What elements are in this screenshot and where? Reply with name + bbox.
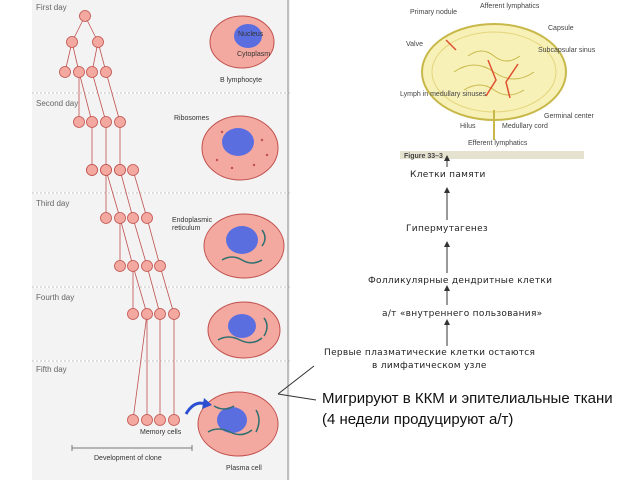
- day-label-2: Second day: [36, 99, 79, 108]
- connector-upper: [278, 366, 314, 394]
- migrate-line2: (4 недели продуцируют а/т): [322, 411, 514, 428]
- plasma-stay-line1: Первые плазматические клетки остаются: [324, 348, 536, 358]
- medullary-sinuses-label: Lymph in medullary sinuses: [400, 91, 487, 98]
- efferent-lymphatics-label: Efferent lymphatics: [468, 140, 528, 147]
- afferent-lymphatics-label: Afferent lymphatics: [480, 3, 540, 10]
- development-of-clone-label: Development of clone: [94, 455, 162, 462]
- cytoplasm-label: Cytoplasm: [237, 51, 271, 58]
- internal-use-ab-text: а/т «внутреннего пользования»: [382, 309, 543, 319]
- memory-cells-text: Клетки памяти: [410, 170, 486, 180]
- medullary-cord-label: Medullary cord: [502, 123, 548, 130]
- day-label-4: Fourth day: [36, 293, 75, 302]
- plasma-cell-label: Plasma cell: [226, 465, 262, 472]
- capsule-label: Capsule: [548, 25, 574, 32]
- migrate-line1: Мигрируют в ККМ и эпителиальные ткани: [322, 390, 613, 407]
- germinal-center-label: Germinal center: [544, 113, 594, 120]
- hilus-label: Hilus: [460, 123, 476, 130]
- nucleus-label: Nucleus: [238, 31, 264, 38]
- follicular-dendritic-text: Фолликулярные дендритные клетки: [368, 276, 553, 286]
- memory-cells-label: Memory cells: [140, 429, 182, 436]
- figure-caption: Figure 33–3: [404, 153, 443, 160]
- day-label-5: Fifth day: [36, 365, 67, 374]
- hypermutagenesis-text: Гипермутагенез: [406, 224, 489, 234]
- plasma-stay-line2: в лимфатическом узле: [372, 361, 487, 371]
- day-label-1: First day: [36, 3, 67, 12]
- valve-label: Valve: [406, 41, 423, 48]
- b-lymphocyte-label: B lymphocyte: [220, 77, 263, 84]
- er-label-line1: Endoplasmic: [172, 217, 213, 224]
- subcapsular-sinus-label: Subcapsular sinus: [538, 47, 596, 54]
- connector-lower: [278, 394, 316, 400]
- day-label-3: Third day: [36, 199, 70, 208]
- ribosomes-label: Ribosomes: [174, 115, 210, 122]
- primary-nodule-label: Primary nodule: [410, 9, 458, 16]
- er-label-line2: reticulum: [172, 225, 201, 232]
